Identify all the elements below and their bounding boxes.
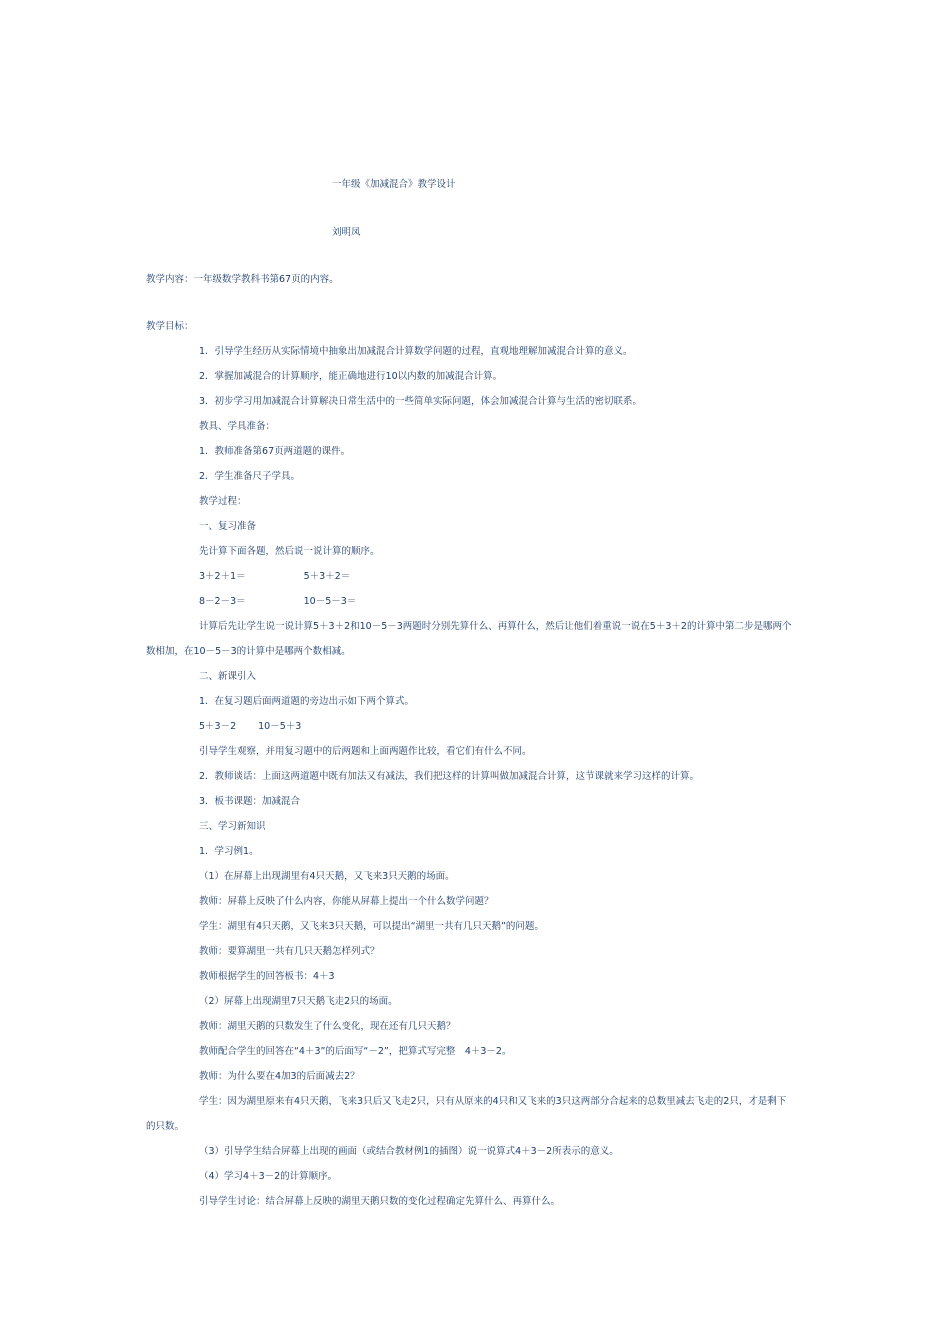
paragraph: 计算后先让学生说一说计算5＋3＋2和10－5－3两题时分别先算什么、再算什么，然后让他们着重说一说在5＋3＋2的计算中第二步是哪两个: [199, 621, 792, 632]
tool-item: 1．教师准备第67页两道题的课件。: [199, 446, 351, 457]
exercise: 3＋2＋1＝: [199, 571, 246, 582]
paragraph: 先计算下面各题，然后说一说计算的顺序。: [199, 546, 380, 557]
paragraph: 3．板书课题：加减混合: [199, 796, 301, 807]
paragraph: 1．学习例1。: [199, 846, 259, 857]
exercise: 5＋3＋2＝: [303, 571, 351, 582]
objective-item: 3．初步学习用加减混合计算解决日常生活中的一些简单实际问题，体会加减混合计算与生活的密切联系。: [199, 396, 643, 407]
formula-row: [199, 720, 301, 734]
paragraph-continuation: 的只数。: [146, 1121, 185, 1132]
document-title: 一年级《加减混合》教学设计: [332, 179, 456, 190]
paragraph-continuation: 数相加，在10－5－3的计算中是哪两个数相减。: [146, 646, 351, 657]
paragraph: 教师：为什么要在4加3的后面减去2？: [199, 1071, 360, 1082]
paragraph: 引导学生观察，并用复习题中的后两题和上面两题作比较，看它们有什么不同。: [199, 746, 532, 757]
tools-heading: 教具、学具准备：: [199, 421, 276, 432]
author-name: 刘明凤: [332, 227, 361, 238]
section-heading: 二、新课引入: [199, 671, 257, 682]
paragraph: （1）在屏幕上出现湖里有4只天鹅，又飞来3只天鹅的场面。: [199, 871, 455, 882]
exercise: 8－2－3＝: [199, 596, 246, 607]
paragraph: 教师：屏幕上反映了什么内容，你能从屏幕上提出一个什么数学问题？: [199, 896, 494, 907]
paragraph: 引导学生讨论：结合屏幕上反映的湖里天鹅只数的变化过程确定先算什么、再算什么。: [199, 1196, 561, 1207]
teaching-content: 教学内容：一年级数学教科书第67页的内容。: [146, 274, 339, 285]
paragraph: 教师根据学生的回答板书：4＋3: [199, 971, 335, 982]
paragraph: 学生：湖里有4只天鹅，又飞来3只天鹅，可以提出“湖里一共有几只天鹅”的问题。: [199, 921, 544, 932]
objective-item: 2．掌握加减混合的计算顺序，能正确地进行10以内数的加减混合计算。: [199, 371, 503, 382]
paragraph: （2）屏幕上出现湖里7只天鹅飞走2只的场面。: [199, 996, 398, 1007]
exercise-row: [199, 570, 350, 584]
paragraph: 1．在复习题后面两道题的旁边出示如下两个算式。: [199, 696, 415, 707]
exercise-row: [199, 595, 356, 609]
paragraph: 教师：要算湖里一共有几只天鹅怎样列式？: [199, 946, 380, 957]
objective-item: 1．引导学生经历从实际情境中抽象出加减混合计算数学问题的过程，直观地理解加减混合计算的意义。: [199, 346, 633, 357]
section-heading: 三、学习新知识: [199, 821, 266, 832]
tool-item: 2．学生准备尺子学具。: [199, 471, 301, 482]
formula: 10－5＋3: [258, 721, 302, 732]
paragraph: 学生：因为湖里原来有4只天鹅，飞来3只后又飞走2只，只有从原来的4只和又飞来的3只这两部分合起来的总数里减去飞走的2只，才是剩下: [199, 1096, 787, 1107]
paragraph: 教师：湖里天鹅的只数发生了什么变化，现在还有几只天鹅？: [199, 1021, 456, 1032]
paragraph: 2．教师谈话：上面这两道题中既有加法又有减法，我们把这样的计算叫做加减混合计算，这节课就来学习这样的计算。: [199, 771, 700, 782]
formula: 5＋3－2: [199, 721, 237, 732]
process-heading: 教学过程：: [199, 496, 247, 507]
paragraph: （4）学习4＋3－2的计算顺序。: [199, 1171, 338, 1182]
paragraph: （3）引导学生结合屏幕上出现的画面（或结合教材例1的插图）说一说算式4＋3－2所表示的意义。: [199, 1146, 619, 1157]
paragraph: 教师配合学生的回答在“4＋3”的后面写“－2”，把算式写完整 4＋3－2。: [199, 1046, 512, 1057]
objectives-heading: 教学目标：: [146, 321, 194, 332]
section-heading: 一、复习准备: [199, 521, 257, 532]
exercise: 10－5－3＝: [303, 596, 357, 607]
